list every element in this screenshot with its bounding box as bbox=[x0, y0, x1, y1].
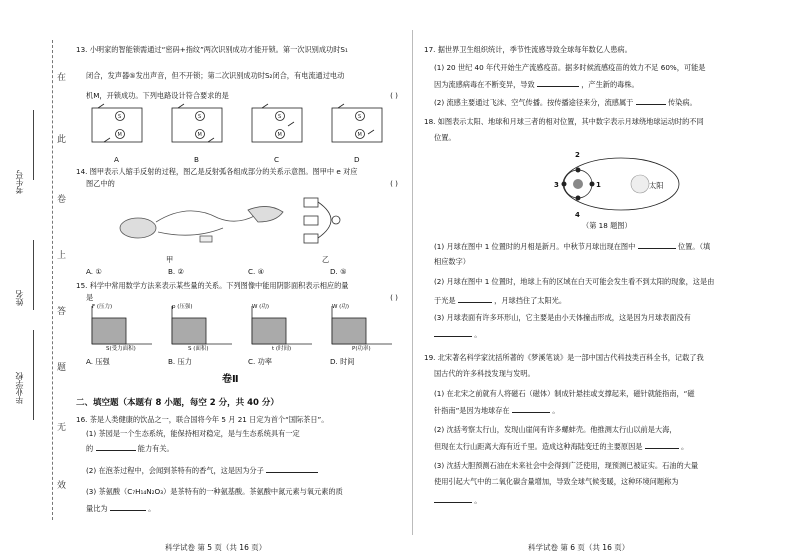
text: 量比为 bbox=[86, 504, 108, 513]
seal-char: 在 bbox=[57, 73, 67, 83]
position-label: 4 bbox=[575, 211, 580, 219]
svg-text:S: S bbox=[358, 114, 362, 120]
answer-blank[interactable] bbox=[512, 404, 550, 413]
option-label: D bbox=[354, 155, 360, 164]
position-label: 2 bbox=[575, 151, 580, 159]
seal-char: 题 bbox=[57, 363, 67, 373]
position-label: 1 bbox=[596, 181, 601, 189]
q16-line bbox=[76, 442, 174, 454]
text: 。 bbox=[474, 330, 482, 339]
q18-line: (2) 月球在图中 1 位置时，地球上有的区域在白天可能会发生看不到太阳的现象，这是由 bbox=[434, 277, 715, 286]
q18-line: (3) 月球表面有许多环形山，它主要是由小天体撞击形成，这是因为月球表面没有 bbox=[434, 313, 691, 322]
q19-line bbox=[424, 404, 559, 416]
field-underline bbox=[33, 240, 34, 310]
q14-line: 图乙中的 bbox=[86, 179, 115, 188]
q16-line bbox=[76, 502, 155, 514]
q18-line: 相应数字） bbox=[434, 257, 470, 266]
seal-char: 上 bbox=[57, 251, 67, 261]
q17-line bbox=[424, 96, 697, 108]
answer-blank[interactable] bbox=[110, 502, 146, 511]
text: 因为流感病毒在不断变异，导致 bbox=[434, 80, 535, 89]
q18-line: 位置。 bbox=[434, 133, 456, 142]
q19-line: 使用引起大气中的二氧化碳含量增加，导致全球气候变暖，这种环境问题称为 bbox=[434, 477, 679, 486]
q19-line bbox=[424, 494, 482, 506]
page-divider bbox=[412, 30, 413, 535]
text: 位置。（填 bbox=[677, 242, 711, 251]
option-label: B bbox=[194, 155, 199, 164]
answer-blank[interactable] bbox=[434, 328, 472, 337]
q16-line: (1) 茶园是一个生态系统，能保持相对稳定，是与生态系统具有一定 bbox=[86, 429, 300, 438]
answer-paren: ( ) bbox=[390, 91, 398, 100]
answer-blank[interactable] bbox=[458, 294, 492, 303]
text: 于光是 bbox=[434, 296, 456, 305]
graph-x-label: S(受力面积) bbox=[106, 346, 136, 352]
q15-line: 是 bbox=[86, 293, 94, 302]
candidate-number-field bbox=[14, 170, 26, 194]
q18-line bbox=[424, 294, 566, 306]
figure-caption: （第 18 题图） bbox=[582, 221, 632, 230]
option-label: C bbox=[274, 155, 280, 164]
answer-blank[interactable] bbox=[645, 440, 679, 449]
answer-paren: ( ) bbox=[390, 293, 398, 302]
answer-blank[interactable] bbox=[266, 464, 318, 473]
answer-blank[interactable] bbox=[96, 442, 136, 451]
q18-line bbox=[424, 328, 482, 340]
figure-label: 甲 bbox=[166, 255, 174, 264]
text: 传染病。 bbox=[667, 98, 697, 107]
q17-line: 17. 据世界卫生组织统计，季节性流感导致全球每年数亿人患病。 bbox=[424, 45, 632, 54]
text: 但现在太行山距离大海有近千里。造成这种海陆变迁的主要原因是 bbox=[434, 442, 643, 451]
q19-line bbox=[424, 440, 688, 452]
text: 。 bbox=[681, 442, 689, 451]
svg-text:S: S bbox=[198, 114, 202, 120]
seal-char: 答 bbox=[57, 307, 67, 317]
binding-margin bbox=[0, 0, 70, 560]
q16-line bbox=[76, 464, 318, 476]
svg-text:S: S bbox=[118, 114, 122, 120]
q13-line: 闭合，发声器⑤发出声音，但不开锁；第二次识别成功时S₂闭合，有电流通过电动 bbox=[86, 71, 345, 80]
option-label: A. 压强 bbox=[86, 357, 110, 366]
section-heading: 二、填空题（本题有 8 小题，每空 2 分，共 40 分） bbox=[76, 398, 279, 408]
text: (2) 流感主要通过飞沫、空气传播。按传播途径来分，流感属于 bbox=[434, 98, 634, 107]
q19-line: 国古代的许多科技发现与发明。 bbox=[434, 369, 535, 378]
q19-line: (1) 在北宋之前就有人将磁石（磁体）制成针悬挂或支撑起来，磁针就能指南，“磁 bbox=[434, 389, 695, 398]
graph-x-label: P(功率) bbox=[352, 346, 371, 352]
position-label: 3 bbox=[554, 181, 559, 189]
option-label: A. ① bbox=[86, 267, 102, 276]
figure-label: 乙 bbox=[322, 255, 330, 264]
q15-graphs bbox=[82, 302, 398, 350]
field-label: 毕业学校 bbox=[15, 372, 24, 404]
graph-x-label: S (面积) bbox=[188, 346, 209, 352]
text: ，产生新的毒株。 bbox=[581, 80, 639, 89]
volume-title: 卷Ⅱ bbox=[222, 374, 239, 385]
svg-text:M: M bbox=[197, 132, 202, 138]
text: 。 bbox=[148, 504, 156, 513]
q17-line bbox=[424, 78, 639, 90]
q14-line: 14. 图甲表示人缩手反射的过程，图乙是反射弧各组成部分的关系示意图。图甲中 e 对应 bbox=[76, 167, 358, 176]
field-label: 考生号 bbox=[15, 170, 24, 194]
svg-text:M: M bbox=[357, 132, 362, 138]
text: 的 bbox=[86, 444, 94, 453]
q18-line: 18. 如图表示太阳、地球和月球三者的相对位置，其中数字表示月球绕地球运动时的不同 bbox=[424, 117, 704, 126]
svg-text:M: M bbox=[277, 132, 282, 138]
q16-line: 16. 茶是人类健康的饮品之一，联合国将今年 5 月 21 日定为首个“国际茶日”。 bbox=[76, 415, 329, 424]
q13-line: 机M，开锁成功。下列电路设计符合要求的是 bbox=[86, 91, 229, 100]
name-field bbox=[14, 290, 26, 306]
graph-y-label: W (功) bbox=[332, 304, 349, 310]
seal-line bbox=[52, 40, 53, 520]
reflex-arc-figure bbox=[98, 192, 298, 252]
option-label: B. 压力 bbox=[168, 357, 192, 366]
field-underline bbox=[33, 330, 34, 420]
text: 。 bbox=[552, 406, 560, 415]
text: (1) 月球在图中 1 位置时的月相是新月。中秋节月球出现在图中 bbox=[434, 242, 636, 251]
text: 。 bbox=[474, 496, 482, 505]
option-label: A bbox=[114, 155, 119, 164]
text: ，月球挡住了太阳光。 bbox=[494, 296, 567, 305]
q17-line: (1) 20 世纪 40 年代开始生产流感疫苗。据多时候流感疫苗的效力不足 60%，可能是 bbox=[434, 63, 706, 72]
graph-y-label: F (压力) bbox=[92, 304, 113, 310]
q18-line bbox=[424, 240, 710, 252]
seal-char: 无 bbox=[57, 423, 67, 433]
option-label: D. ⑤ bbox=[330, 267, 347, 276]
sun-label: 太阳 bbox=[649, 181, 664, 190]
answer-blank[interactable] bbox=[434, 494, 472, 503]
option-label: C. ④ bbox=[248, 267, 265, 276]
answer-blank[interactable] bbox=[636, 96, 666, 105]
page-footer: 科学试卷 第 5 页（共 16 页） bbox=[165, 543, 267, 552]
text: 针指南”是因为地球存在 bbox=[434, 406, 510, 415]
field-underline bbox=[33, 110, 34, 180]
text: 能力有关。 bbox=[137, 444, 174, 453]
seal-char: 卷 bbox=[57, 195, 67, 205]
svg-text:S: S bbox=[278, 114, 282, 120]
reflex-arc-schematic bbox=[298, 194, 358, 254]
text: (2) 在泡茶过程中，会闻到茶特有的香气，这是因为分子 bbox=[86, 466, 264, 475]
q13-circuit-diagrams bbox=[84, 102, 394, 154]
seal-char: 此 bbox=[57, 135, 67, 145]
graph-y-label: p (压强) bbox=[172, 304, 193, 310]
answer-paren: ( ) bbox=[390, 179, 398, 188]
graph-y-label: W (功) bbox=[252, 304, 269, 310]
option-label: B. ② bbox=[168, 267, 184, 276]
q13-line: 13. 小明家的智能锁需通过“密码+指纹”两次识别成功才能开锁。第一次识别成功时S₁ bbox=[76, 45, 348, 54]
seal-char: 效 bbox=[57, 481, 67, 491]
answer-blank[interactable] bbox=[638, 240, 676, 249]
answer-blank[interactable] bbox=[537, 78, 579, 87]
field-label: 姓名 bbox=[15, 290, 24, 306]
school-field bbox=[14, 372, 26, 404]
graph-x-label: t (时间) bbox=[272, 346, 292, 352]
q19-line: (3) 沈括大胆预测石油在未来社会中会得到广泛使用，现预测已被证实。石油的大量 bbox=[434, 461, 699, 470]
q19-line: 19. 北宋著名科学家沈括所著的《梦溪笔谈》是一部中国古代科技类百科全书，记载了我 bbox=[424, 353, 704, 362]
option-label: D. 时间 bbox=[330, 357, 355, 366]
svg-text:M: M bbox=[117, 132, 122, 138]
page-footer: 科学试卷 第 6 页（共 16 页） bbox=[528, 543, 630, 552]
option-label: C. 功率 bbox=[248, 357, 272, 366]
q19-line: (2) 沈括考察太行山，发现山崖间有许多螺蚌壳。他推测太行山以前是大海， bbox=[434, 425, 677, 434]
q16-line: (3) 茶氨酸（C₇H₁₄N₂O₃）是茶特有的一种氨基酸。茶氨酸中氮元素与氧元素的质 bbox=[86, 487, 343, 496]
q15-line: 15. 科学中常用数学方法来表示某些量的关系。下列图像中能用阴影面积表示相应的量 bbox=[76, 281, 349, 290]
